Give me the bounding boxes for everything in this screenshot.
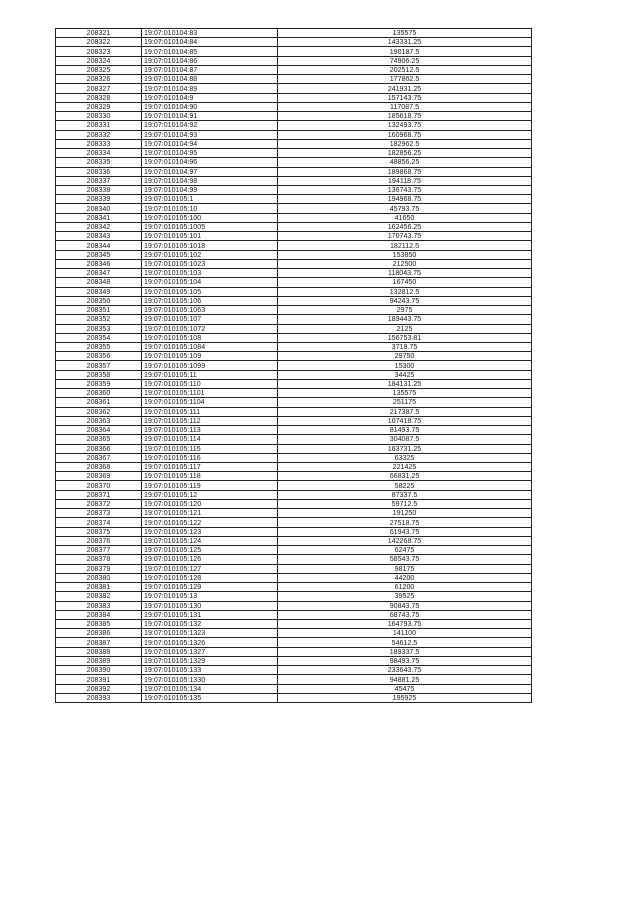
table-row bbox=[56, 620, 532, 629]
value-cell: 136743.75 bbox=[278, 185, 532, 194]
table-row bbox=[56, 666, 532, 675]
cadastral-number-cell: 19:07:010105:110 bbox=[142, 379, 278, 388]
cadastral-number-cell: 19:07:010105:106 bbox=[142, 296, 278, 305]
table-row bbox=[56, 481, 532, 490]
table-row bbox=[56, 121, 532, 130]
row-number-cell: 208379 bbox=[56, 564, 142, 573]
row-number-cell: 208376 bbox=[56, 536, 142, 545]
row-number-cell: 208328 bbox=[56, 93, 142, 102]
table-row bbox=[56, 139, 532, 148]
table-row bbox=[56, 213, 532, 222]
value-cell: 182112.5 bbox=[278, 241, 532, 250]
row-number-cell: 208334 bbox=[56, 149, 142, 158]
row-number-cell: 208368 bbox=[56, 463, 142, 472]
value-cell: 48856.25 bbox=[278, 158, 532, 167]
table-row bbox=[56, 195, 532, 204]
cadastral-number-cell: 19:07:010105:109 bbox=[142, 352, 278, 361]
row-number-cell: 208353 bbox=[56, 324, 142, 333]
row-number-cell: 208337 bbox=[56, 176, 142, 185]
row-number-cell: 208388 bbox=[56, 647, 142, 656]
table-row bbox=[56, 232, 532, 241]
table-row bbox=[56, 250, 532, 259]
cadastral-number-cell: 19:07:010105:103 bbox=[142, 269, 278, 278]
value-cell: 117087.5 bbox=[278, 102, 532, 111]
row-number-cell: 208364 bbox=[56, 426, 142, 435]
value-cell: 182856.25 bbox=[278, 149, 532, 158]
cadastral-number-cell: 19:07:010105:1063 bbox=[142, 306, 278, 315]
table-row bbox=[56, 222, 532, 231]
table-row bbox=[56, 499, 532, 508]
value-cell: 163731.25 bbox=[278, 444, 532, 453]
cadastral-number-cell: 19:07:010105:1104 bbox=[142, 398, 278, 407]
value-cell: 162456.25 bbox=[278, 222, 532, 231]
cadastral-number-cell: 19:07:010105:10 bbox=[142, 204, 278, 213]
row-number-cell: 208392 bbox=[56, 684, 142, 693]
table-row bbox=[56, 472, 532, 481]
table-row bbox=[56, 509, 532, 518]
row-number-cell: 208333 bbox=[56, 139, 142, 148]
value-cell: 142268.75 bbox=[278, 536, 532, 545]
cadastral-number-cell: 19:07:010105:12 bbox=[142, 490, 278, 499]
table-row bbox=[56, 518, 532, 527]
value-cell: 184131.25 bbox=[278, 379, 532, 388]
table-row bbox=[56, 601, 532, 610]
cadastral-number-cell: 19:07:010105:13 bbox=[142, 592, 278, 601]
row-number-cell: 208321 bbox=[56, 29, 142, 38]
value-cell: 132812.5 bbox=[278, 287, 532, 296]
row-number-cell: 208332 bbox=[56, 130, 142, 139]
table-row bbox=[56, 398, 532, 407]
value-cell: 94881.25 bbox=[278, 675, 532, 684]
cadastral-number-cell: 19:07:010105:1101 bbox=[142, 389, 278, 398]
cadastral-number-cell: 19:07:010104:84 bbox=[142, 38, 278, 47]
value-cell: 217387.5 bbox=[278, 407, 532, 416]
table-row bbox=[56, 638, 532, 647]
cadastral-number-cell: 19:07:010105:104 bbox=[142, 278, 278, 287]
row-number-cell: 208340 bbox=[56, 204, 142, 213]
cadastral-number-cell: 19:07:010105:1327 bbox=[142, 647, 278, 656]
cadastral-number-cell: 19:07:010105:123 bbox=[142, 527, 278, 536]
cadastral-number-cell: 19:07:010105:126 bbox=[142, 555, 278, 564]
value-cell: 189443.75 bbox=[278, 315, 532, 324]
row-number-cell: 208331 bbox=[56, 121, 142, 130]
table-row bbox=[56, 693, 532, 702]
row-number-cell: 208375 bbox=[56, 527, 142, 536]
value-cell: 54612.5 bbox=[278, 638, 532, 647]
row-number-cell: 208343 bbox=[56, 232, 142, 241]
cadastral-number-cell: 19:07:010105:1023 bbox=[142, 259, 278, 268]
table-row bbox=[56, 536, 532, 545]
row-number-cell: 208326 bbox=[56, 75, 142, 84]
cadastral-number-cell: 19:07:010105:124 bbox=[142, 536, 278, 545]
row-number-cell: 208377 bbox=[56, 546, 142, 555]
row-number-cell: 208346 bbox=[56, 259, 142, 268]
table-row bbox=[56, 573, 532, 582]
row-number-cell: 208347 bbox=[56, 269, 142, 278]
value-cell: 68743.75 bbox=[278, 610, 532, 619]
cadastral-number-cell: 19:07:010104:86 bbox=[142, 56, 278, 65]
value-cell: 74906.25 bbox=[278, 56, 532, 65]
table-row bbox=[56, 204, 532, 213]
table-row bbox=[56, 259, 532, 268]
value-cell: 45475 bbox=[278, 684, 532, 693]
value-cell: 194968.75 bbox=[278, 195, 532, 204]
cadastral-number-cell: 19:07:010104:91 bbox=[142, 112, 278, 121]
row-number-cell: 208362 bbox=[56, 407, 142, 416]
value-cell: 153850 bbox=[278, 250, 532, 259]
value-cell: 34425 bbox=[278, 370, 532, 379]
cadastral-number-cell: 19:07:010105:1326 bbox=[142, 638, 278, 647]
table-row bbox=[56, 435, 532, 444]
row-number-cell: 208359 bbox=[56, 379, 142, 388]
value-cell: 58543.75 bbox=[278, 555, 532, 564]
table-row bbox=[56, 84, 532, 93]
value-cell: 185618.75 bbox=[278, 112, 532, 121]
row-number-cell: 208327 bbox=[56, 84, 142, 93]
value-cell: 132493.75 bbox=[278, 121, 532, 130]
value-cell: 98175 bbox=[278, 564, 532, 573]
table-row bbox=[56, 93, 532, 102]
value-cell: 63325 bbox=[278, 453, 532, 462]
value-cell: 177862.5 bbox=[278, 75, 532, 84]
cadastral-number-cell: 19:07:010105:101 bbox=[142, 232, 278, 241]
cadastral-number-cell: 19:07:010105:129 bbox=[142, 583, 278, 592]
value-cell: 182962.5 bbox=[278, 139, 532, 148]
value-cell: 167450 bbox=[278, 278, 532, 287]
table-row bbox=[56, 296, 532, 305]
table-row bbox=[56, 555, 532, 564]
row-number-cell: 208387 bbox=[56, 638, 142, 647]
row-number-cell: 208344 bbox=[56, 241, 142, 250]
cadastral-number-cell: 19:07:010105:127 bbox=[142, 564, 278, 573]
value-cell: 61200 bbox=[278, 583, 532, 592]
value-cell: 221425 bbox=[278, 463, 532, 472]
value-cell: 62475 bbox=[278, 546, 532, 555]
value-cell: 66831.25 bbox=[278, 472, 532, 481]
cadastral-number-cell: 19:07:010104:97 bbox=[142, 167, 278, 176]
value-cell: 195925 bbox=[278, 693, 532, 702]
cadastral-number-cell: 19:07:010105:117 bbox=[142, 463, 278, 472]
table-row bbox=[56, 38, 532, 47]
row-number-cell: 208374 bbox=[56, 518, 142, 527]
row-number-cell: 208345 bbox=[56, 250, 142, 259]
row-number-cell: 208351 bbox=[56, 306, 142, 315]
cadastral-number-cell: 19:07:010104:92 bbox=[142, 121, 278, 130]
value-cell: 156753.81 bbox=[278, 333, 532, 342]
value-cell: 2975 bbox=[278, 306, 532, 315]
value-cell: 241931.25 bbox=[278, 84, 532, 93]
table-row bbox=[56, 158, 532, 167]
cadastral-number-cell: 19:07:010105:119 bbox=[142, 481, 278, 490]
row-number-cell: 208335 bbox=[56, 158, 142, 167]
row-number-cell: 208339 bbox=[56, 195, 142, 204]
row-number-cell: 208384 bbox=[56, 610, 142, 619]
value-cell: 3718.75 bbox=[278, 342, 532, 351]
cadastral-number-cell: 19:07:010105:122 bbox=[142, 518, 278, 527]
row-number-cell: 208369 bbox=[56, 472, 142, 481]
value-cell: 94243.75 bbox=[278, 296, 532, 305]
cadastral-number-cell: 19:07:010104:89 bbox=[142, 84, 278, 93]
row-number-cell: 208361 bbox=[56, 398, 142, 407]
table-row bbox=[56, 564, 532, 573]
value-cell: 107418.75 bbox=[278, 416, 532, 425]
cadastral-number-cell: 19:07:010105:131 bbox=[142, 610, 278, 619]
value-cell: 304087.5 bbox=[278, 435, 532, 444]
cadastral-number-cell: 19:07:010105:1018 bbox=[142, 241, 278, 250]
table-row bbox=[56, 592, 532, 601]
cadastral-number-cell: 19:07:010105:120 bbox=[142, 499, 278, 508]
row-number-cell: 208330 bbox=[56, 112, 142, 121]
table-row bbox=[56, 647, 532, 656]
table-row bbox=[56, 656, 532, 665]
table-row bbox=[56, 241, 532, 250]
table-row bbox=[56, 453, 532, 462]
row-number-cell: 208342 bbox=[56, 222, 142, 231]
value-cell: 190187.5 bbox=[278, 47, 532, 56]
table-row bbox=[56, 287, 532, 296]
row-number-cell: 208354 bbox=[56, 333, 142, 342]
table-row bbox=[56, 333, 532, 342]
table-row bbox=[56, 675, 532, 684]
cadastral-number-cell: 19:07:010105:1323 bbox=[142, 629, 278, 638]
cadastral-number-cell: 19:07:010105:1005 bbox=[142, 222, 278, 231]
table-body bbox=[56, 29, 532, 703]
cadastral-number-cell: 19:07:010105:133 bbox=[142, 666, 278, 675]
row-number-cell: 208365 bbox=[56, 435, 142, 444]
cadastral-number-cell: 19:07:010105:100 bbox=[142, 213, 278, 222]
table-row bbox=[56, 490, 532, 499]
row-number-cell: 208371 bbox=[56, 490, 142, 499]
table-row bbox=[56, 416, 532, 425]
value-cell: 44200 bbox=[278, 573, 532, 582]
row-number-cell: 208336 bbox=[56, 167, 142, 176]
table-row bbox=[56, 684, 532, 693]
value-cell: 135575 bbox=[278, 29, 532, 38]
table-row bbox=[56, 269, 532, 278]
value-cell: 39525 bbox=[278, 592, 532, 601]
value-cell: 170743.75 bbox=[278, 232, 532, 241]
cadastral-number-cell: 19:07:010105:1329 bbox=[142, 656, 278, 665]
value-cell: 29750 bbox=[278, 352, 532, 361]
value-cell: 141100 bbox=[278, 629, 532, 638]
table-row bbox=[56, 176, 532, 185]
table-row bbox=[56, 389, 532, 398]
row-number-cell: 208372 bbox=[56, 499, 142, 508]
value-cell: 160968.75 bbox=[278, 130, 532, 139]
table-row bbox=[56, 75, 532, 84]
cadastral-number-cell: 19:07:010105:1072 bbox=[142, 324, 278, 333]
row-number-cell: 208367 bbox=[56, 453, 142, 462]
cadastral-number-cell: 19:07:010104:9 bbox=[142, 93, 278, 102]
value-cell: 59712.5 bbox=[278, 499, 532, 508]
cadastral-number-cell: 19:07:010105:105 bbox=[142, 287, 278, 296]
value-cell: 41650 bbox=[278, 213, 532, 222]
value-cell: 98493.75 bbox=[278, 656, 532, 665]
value-cell: 143331.25 bbox=[278, 38, 532, 47]
value-cell: 189337.5 bbox=[278, 647, 532, 656]
row-number-cell: 208373 bbox=[56, 509, 142, 518]
table-row bbox=[56, 379, 532, 388]
row-number-cell: 208349 bbox=[56, 287, 142, 296]
table-row bbox=[56, 463, 532, 472]
cadastral-number-cell: 19:07:010105:111 bbox=[142, 407, 278, 416]
table-row bbox=[56, 352, 532, 361]
table-row bbox=[56, 407, 532, 416]
table-row bbox=[56, 361, 532, 370]
cadastral-number-cell: 19:07:010105:108 bbox=[142, 333, 278, 342]
cadastral-number-cell: 19:07:010105:114 bbox=[142, 435, 278, 444]
row-number-cell: 208366 bbox=[56, 444, 142, 453]
cadastral-number-cell: 19:07:010105:134 bbox=[142, 684, 278, 693]
table-row bbox=[56, 112, 532, 121]
cadastral-number-cell: 19:07:010105:130 bbox=[142, 601, 278, 610]
row-number-cell: 208393 bbox=[56, 693, 142, 702]
row-number-cell: 208329 bbox=[56, 102, 142, 111]
row-number-cell: 208360 bbox=[56, 389, 142, 398]
row-number-cell: 208355 bbox=[56, 342, 142, 351]
cadastral-number-cell: 19:07:010104:85 bbox=[142, 47, 278, 56]
table-row bbox=[56, 527, 532, 536]
value-cell: 2125 bbox=[278, 324, 532, 333]
table-row bbox=[56, 444, 532, 453]
value-cell: 81493.75 bbox=[278, 426, 532, 435]
row-number-cell: 208341 bbox=[56, 213, 142, 222]
cadastral-number-cell: 19:07:010104:88 bbox=[142, 75, 278, 84]
cadastral-number-cell: 19:07:010104:96 bbox=[142, 158, 278, 167]
row-number-cell: 208391 bbox=[56, 675, 142, 684]
row-number-cell: 208385 bbox=[56, 620, 142, 629]
cadastral-number-cell: 19:07:010105:1 bbox=[142, 195, 278, 204]
table-row bbox=[56, 426, 532, 435]
value-cell: 233643.75 bbox=[278, 666, 532, 675]
value-cell: 61943.75 bbox=[278, 527, 532, 536]
row-number-cell: 208352 bbox=[56, 315, 142, 324]
row-number-cell: 208324 bbox=[56, 56, 142, 65]
cadastral-number-cell: 19:07:010104:83 bbox=[142, 29, 278, 38]
value-cell: 194118.75 bbox=[278, 176, 532, 185]
value-cell: 45793.75 bbox=[278, 204, 532, 213]
table-row bbox=[56, 47, 532, 56]
cadastral-number-cell: 19:07:010105:112 bbox=[142, 416, 278, 425]
table-row bbox=[56, 185, 532, 194]
row-number-cell: 208357 bbox=[56, 361, 142, 370]
value-cell: 27518.75 bbox=[278, 518, 532, 527]
cadastral-number-cell: 19:07:010105:1330 bbox=[142, 675, 278, 684]
table-row bbox=[56, 629, 532, 638]
row-number-cell: 208386 bbox=[56, 629, 142, 638]
value-cell: 87337.5 bbox=[278, 490, 532, 499]
cadastral-number-cell: 19:07:010105:107 bbox=[142, 315, 278, 324]
cadastral-number-cell: 19:07:010104:90 bbox=[142, 102, 278, 111]
table-row bbox=[56, 149, 532, 158]
table-row bbox=[56, 102, 532, 111]
value-cell: 90843.75 bbox=[278, 601, 532, 610]
cadastral-number-cell: 19:07:010104:99 bbox=[142, 185, 278, 194]
cadastral-number-cell: 19:07:010105:128 bbox=[142, 573, 278, 582]
value-cell: 191250 bbox=[278, 509, 532, 518]
table-row bbox=[56, 65, 532, 74]
table-row bbox=[56, 610, 532, 619]
cadastral-number-cell: 19:07:010105:121 bbox=[142, 509, 278, 518]
value-cell: 15300 bbox=[278, 361, 532, 370]
table-row bbox=[56, 324, 532, 333]
cadastral-number-cell: 19:07:010104:94 bbox=[142, 139, 278, 148]
value-cell: 164793.75 bbox=[278, 620, 532, 629]
row-number-cell: 208370 bbox=[56, 481, 142, 490]
row-number-cell: 208323 bbox=[56, 47, 142, 56]
cadastral-value-table bbox=[55, 28, 532, 703]
table-row bbox=[56, 370, 532, 379]
table-row bbox=[56, 342, 532, 351]
cadastral-number-cell: 19:07:010105:132 bbox=[142, 620, 278, 629]
cadastral-number-cell: 19:07:010105:1099 bbox=[142, 361, 278, 370]
table-row bbox=[56, 315, 532, 324]
row-number-cell: 208338 bbox=[56, 185, 142, 194]
value-cell: 202512.5 bbox=[278, 65, 532, 74]
row-number-cell: 208378 bbox=[56, 555, 142, 564]
table-row bbox=[56, 546, 532, 555]
cadastral-number-cell: 19:07:010104:98 bbox=[142, 176, 278, 185]
row-number-cell: 208358 bbox=[56, 370, 142, 379]
data-sheet bbox=[55, 28, 531, 703]
row-number-cell: 208322 bbox=[56, 38, 142, 47]
cadastral-number-cell: 19:07:010105:135 bbox=[142, 693, 278, 702]
row-number-cell: 208356 bbox=[56, 352, 142, 361]
table-row bbox=[56, 306, 532, 315]
value-cell: 189868.75 bbox=[278, 167, 532, 176]
row-number-cell: 208383 bbox=[56, 601, 142, 610]
row-number-cell: 208348 bbox=[56, 278, 142, 287]
cadastral-number-cell: 19:07:010105:118 bbox=[142, 472, 278, 481]
cadastral-number-cell: 19:07:010105:11 bbox=[142, 370, 278, 379]
table-row bbox=[56, 130, 532, 139]
value-cell: 251175 bbox=[278, 398, 532, 407]
table-row bbox=[56, 278, 532, 287]
row-number-cell: 208390 bbox=[56, 666, 142, 675]
cadastral-number-cell: 19:07:010105:125 bbox=[142, 546, 278, 555]
cadastral-number-cell: 19:07:010104:93 bbox=[142, 130, 278, 139]
row-number-cell: 208363 bbox=[56, 416, 142, 425]
cadastral-number-cell: 19:07:010105:113 bbox=[142, 426, 278, 435]
row-number-cell: 208382 bbox=[56, 592, 142, 601]
row-number-cell: 208389 bbox=[56, 656, 142, 665]
value-cell: 157143.75 bbox=[278, 93, 532, 102]
value-cell: 135575 bbox=[278, 389, 532, 398]
row-number-cell: 208325 bbox=[56, 65, 142, 74]
cadastral-number-cell: 19:07:010105:116 bbox=[142, 453, 278, 462]
cadastral-number-cell: 19:07:010104:95 bbox=[142, 149, 278, 158]
cadastral-number-cell: 19:07:010105:115 bbox=[142, 444, 278, 453]
table-row bbox=[56, 29, 532, 38]
cadastral-number-cell: 19:07:010105:102 bbox=[142, 250, 278, 259]
row-number-cell: 208380 bbox=[56, 573, 142, 582]
cadastral-number-cell: 19:07:010105:1084 bbox=[142, 342, 278, 351]
value-cell: 58225 bbox=[278, 481, 532, 490]
value-cell: 118043.75 bbox=[278, 269, 532, 278]
cadastral-number-cell: 19:07:010104:87 bbox=[142, 65, 278, 74]
row-number-cell: 208381 bbox=[56, 583, 142, 592]
table-row bbox=[56, 56, 532, 65]
table-row bbox=[56, 583, 532, 592]
row-number-cell: 208350 bbox=[56, 296, 142, 305]
value-cell: 212500 bbox=[278, 259, 532, 268]
table-row bbox=[56, 167, 532, 176]
